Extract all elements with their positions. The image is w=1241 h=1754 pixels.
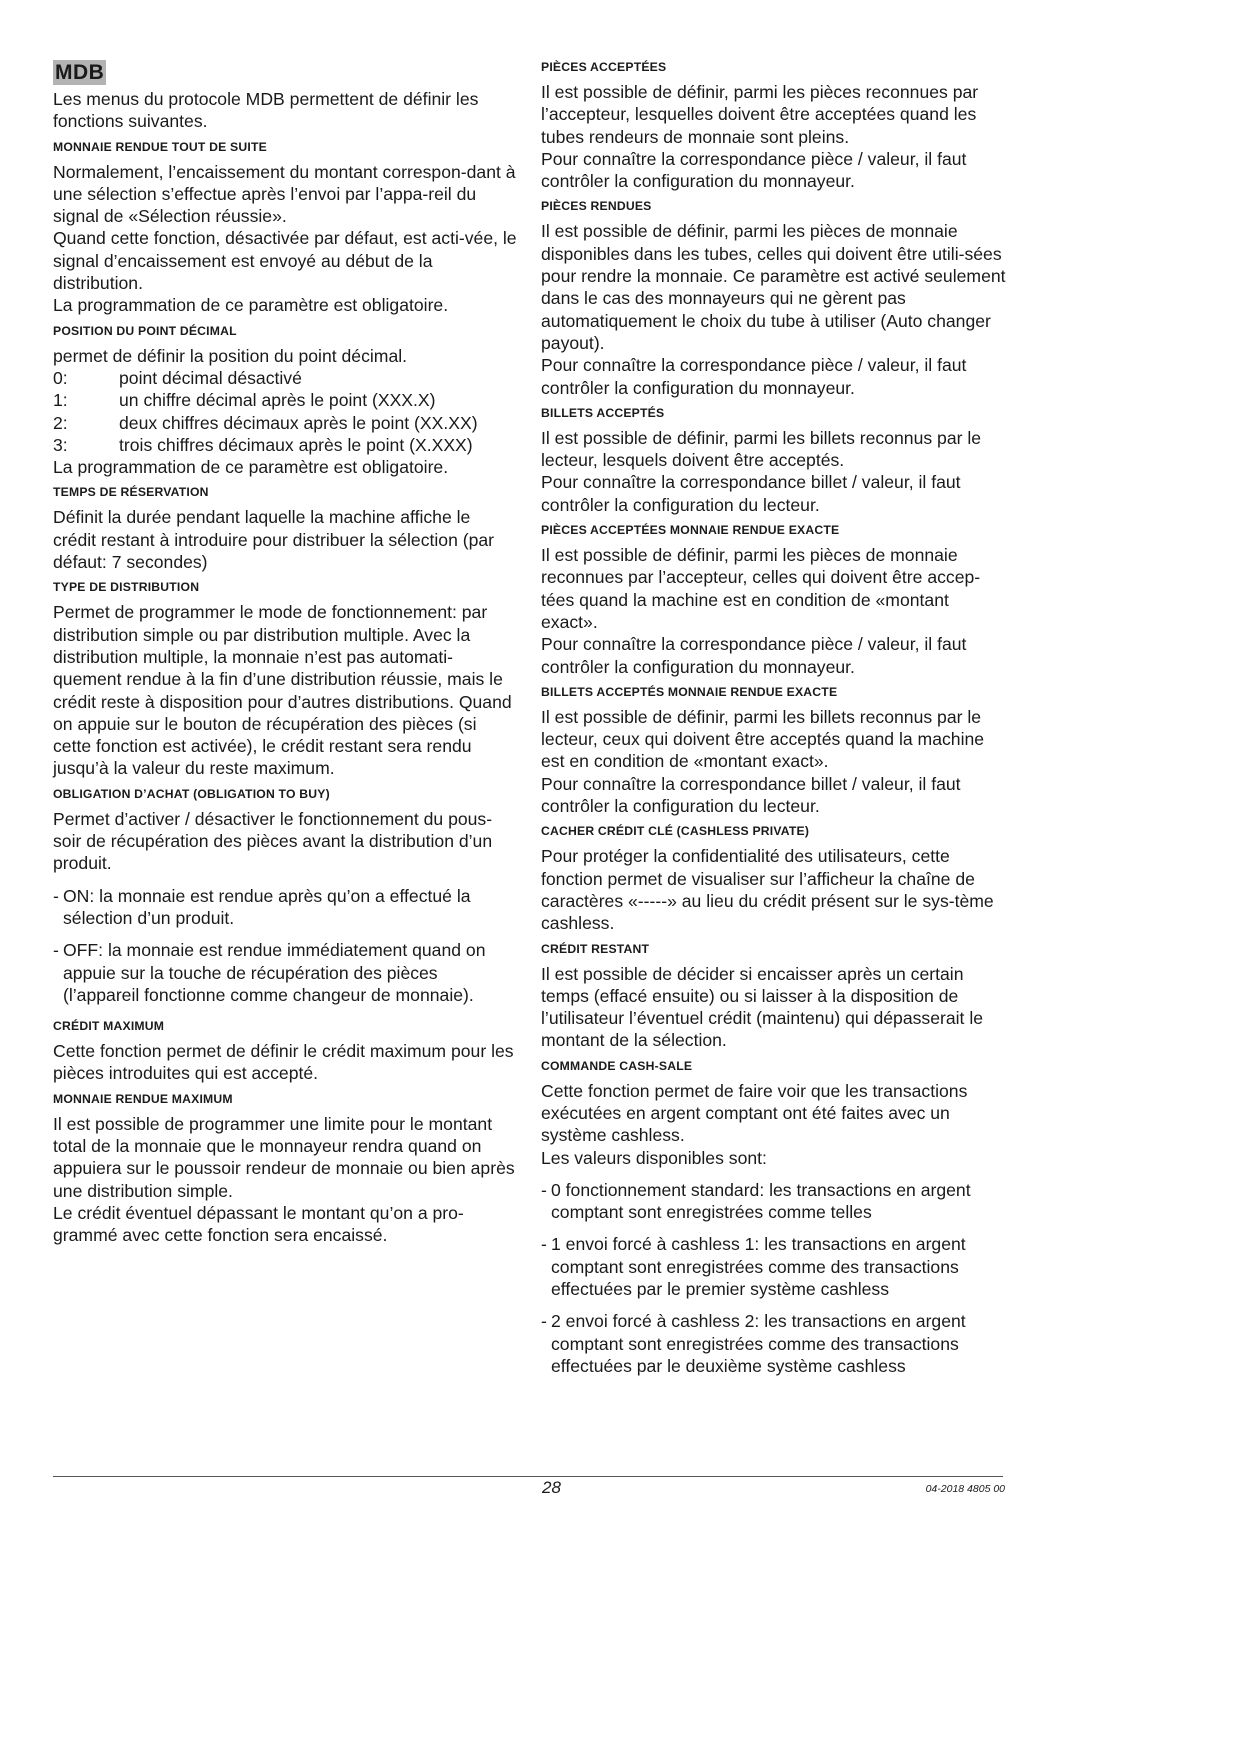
section-title: MDB	[55, 61, 105, 84]
option-key: 1:	[53, 390, 68, 411]
section	[53, 787, 518, 1012]
paragraph: Il est possible de décider si encaisser après un certain temps (effacé ensuite) ou si laisser à la disposition de l’utilisateur l’éventuel crédit (maintenu) qui dépasserait le montant de la sélection.	[541, 963, 984, 1051]
paragraph: Il est possible de définir, parmi les pièces reconnues par l’accepteur, lesquelles doivent être acceptées quand les tubes rendeurs de monnaie sont pleins.	[541, 82, 979, 147]
option-row	[53, 389, 518, 411]
section	[541, 824, 1006, 934]
intro-paragraph: Les menus du protocole MDB permettent de définir les fonctions suivantes.	[53, 89, 479, 132]
section-heading: PIÈCES RENDUES	[541, 199, 652, 214]
section	[53, 1092, 518, 1247]
option-text: deux chiffres décimaux après le point (XX.XX)	[119, 412, 478, 433]
lead-text: permet de définir la position du point décimal.	[53, 345, 408, 366]
section	[541, 523, 1006, 678]
page-number: 28	[542, 1478, 561, 1497]
paragraph: Pour connaître la correspondance pièce / valeur, il faut contrôler la configuration du monnayeur.	[541, 634, 967, 677]
section-heading: TEMPS DE RÉSERVATION	[53, 485, 209, 500]
paragraph: Il est possible de définir, parmi les pièces de monnaie reconnues par l’accepteur, celles qui doivent être accep-tées quand la machine est en condition de «montant exact».	[541, 545, 981, 632]
section	[53, 485, 518, 573]
paragraph: Cette fonction permet de définir le crédit maximum pour les pièces introduites qui est accepté.	[53, 1041, 514, 1084]
section	[541, 406, 1006, 516]
section-heading: TYPE DE DISTRIBUTION	[53, 580, 200, 595]
section	[541, 685, 1006, 817]
list-item	[541, 1233, 1006, 1300]
list-item	[53, 885, 518, 930]
left-column	[53, 60, 518, 1246]
option-text: point décimal désactivé	[119, 367, 302, 388]
paragraph: Quand cette fonction, désactivée par défaut, est acti-vée, le signal d’encaissement est envoyé au début de la distribution.	[53, 228, 517, 294]
section	[53, 324, 518, 479]
paragraph: Les valeurs disponibles sont:	[541, 1147, 767, 1168]
section-heading: CRÉDIT RESTANT	[541, 941, 650, 956]
list-dash: -	[53, 885, 59, 906]
section-heading: BILLETS ACCEPTÉS MONNAIE RENDUE EXACTE	[541, 684, 838, 699]
list-dash: -	[541, 1234, 547, 1255]
paragraph: Il est possible de définir, parmi les pièces de monnaie disponibles dans les tubes, celles qui doivent être utili-sées pour rendre la monnaie. Ce paramètre est activé seulement dans le cas des monnayeurs qui ne gèrent pas automatiquement le choix du tube à utiliser (Auto changer payout).	[541, 221, 1006, 353]
list-dash: -	[53, 940, 59, 961]
paragraph: Pour connaître la correspondance billet / valeur, il faut contrôler la configuration du lecteur.	[541, 773, 961, 817]
paragraph: Normalement, l’encaissement du montant correspon-dant à une sélection s’effectue après l’envoi par l’appa-reil du signal de «Sélection réussie».	[53, 161, 516, 227]
list-dash: -	[541, 1311, 547, 1332]
option-key: 2:	[53, 412, 68, 433]
paragraph: Permet d’activer / désactiver le fonctionnement du pous-soir de récupération des pièces avant la distribution d’un produit.	[53, 808, 493, 874]
paragraph: Il est possible de définir, parmi les billets reconnus par le lecteur, lesquels doivent être acceptés.	[541, 427, 982, 471]
section	[53, 140, 518, 317]
section-heading: COMMANDE CASH-SALE	[541, 1058, 693, 1073]
right-sections	[541, 60, 1006, 1383]
paragraph: Il est possible de programmer une limite pour le montant total de la monnaie que le monnayeur rendra quand on appuiera sur le poussoir rendeur de monnaie ou bien après une distribution simple.	[53, 1113, 515, 1201]
option-text: trois chiffres décimaux après le point (X.XXX)	[119, 434, 473, 455]
left-sections	[53, 140, 518, 1247]
paragraph: Le crédit éventuel dépassant le montant qu’on a pro-grammé avec cette fonction sera encaissé.	[53, 1202, 464, 1246]
section	[541, 199, 1006, 398]
option-key: 3:	[53, 434, 68, 455]
list-item	[53, 939, 518, 1006]
spacer	[541, 1377, 1006, 1383]
section-heading: CRÉDIT MAXIMUM	[53, 1019, 165, 1034]
option-row	[53, 412, 518, 434]
paragraph: Pour connaître la correspondance pièce / valeur, il faut contrôler la configuration du monnayeur.	[541, 355, 967, 398]
paragraph: Pour connaître la correspondance billet / valeur, il faut contrôler la configuration du lecteur.	[541, 472, 961, 515]
option-row	[53, 434, 518, 456]
section	[53, 1019, 518, 1085]
list-item	[541, 1310, 1006, 1377]
section-heading: OBLIGATION D’ACHAT (OBLIGATION TO BUY)	[53, 786, 330, 801]
section-heading: PIÈCES ACCEPTÉES	[541, 60, 667, 74]
section-heading: BILLETS ACCEPTÉS	[541, 405, 665, 420]
paragraph: Pour protéger la confidentialité des utilisateurs, cette fonction permet de visualiser sur l’afficheur la chaîne de caractères «-----» au lieu du crédit présent sur le sys-tème cashless.	[541, 846, 994, 934]
section	[541, 1059, 1006, 1384]
section-heading: CACHER CRÉDIT CLÉ (CASHLESS PRIVATE)	[541, 824, 810, 839]
list-text: OFF: la monnaie est rendue immédiatement quand on appuie sur la touche de récupération des pièces (l’appareil fonctionne comme changeur de monnaie).	[63, 940, 486, 1005]
document-code: 04-2018 4805 00	[925, 1483, 1005, 1495]
option-text: un chiffre décimal après le point (XXX.X)	[119, 390, 436, 411]
section	[541, 60, 1006, 192]
section	[541, 942, 1006, 1052]
option-key: 0:	[53, 367, 68, 388]
paragraph: Définit la durée pendant laquelle la machine affiche le crédit restant à introduire pour distribuer la sélection (par défaut: 7 secondes)	[53, 507, 495, 573]
paragraph: Il est possible de définir, parmi les billets reconnus par le lecteur, ceux qui doivent être acceptés quand la machine est en condition de «montant exact».	[541, 706, 985, 772]
section	[53, 580, 518, 779]
right-column	[541, 60, 1006, 1383]
list-item	[541, 1179, 1006, 1224]
section-heading: POSITION DU POINT DÉCIMAL	[53, 323, 237, 338]
list-text: 0 fonctionnement standard: les transactions en argent comptant sont enregistrées comme telles	[551, 1179, 971, 1223]
option-row	[53, 367, 518, 389]
list-text: ON: la monnaie est rendue après qu’on a effectué la sélection d’un produit.	[63, 885, 471, 928]
section-heading: MONNAIE RENDUE MAXIMUM	[53, 1091, 233, 1106]
paragraph: Pour connaître la correspondance pièce / valeur, il faut contrôler la configuration du monnayeur.	[541, 148, 967, 192]
paragraph: Cette fonction permet de faire voir que les transactions exécutées en argent comptant ont été faites avec un système cashless.	[541, 1080, 968, 1146]
list-text: 1 envoi forcé à cashless 1: les transactions en argent comptant sont enregistrées comme des transactions effectuées par le premier système cashless	[551, 1234, 966, 1300]
note-text: La programmation de ce paramètre est obligatoire.	[53, 457, 449, 478]
spacer	[53, 1006, 518, 1012]
list-dash: -	[541, 1179, 547, 1200]
footer-rule	[53, 1476, 1003, 1477]
list-text: 2 envoi forcé à cashless 2: les transactions en argent comptant sont enregistrées comme des transactions effectuées par le deuxième système cashless	[551, 1311, 966, 1376]
section-heading: PIÈCES ACCEPTÉES MONNAIE RENDUE EXACTE	[541, 523, 840, 538]
paragraph: Permet de programmer le mode de fonctionnement: par distribution simple ou par distribution multiple. Avec la distribution multiple, la monnaie n’est pas automati-quement rendue à la fin d’une distribution réussie, mais le crédit reste à disposition pour d’autres distributions. Quand on appuie sur le bouton de récupération des pièces (si cette fonction est activée), le crédit restant sera rendu jusqu’à la valeur du reste maximum.	[53, 602, 512, 779]
section-heading: MONNAIE RENDUE TOUT DE SUITE	[53, 139, 267, 154]
paragraph: La programmation de ce paramètre est obligatoire.	[53, 295, 449, 316]
